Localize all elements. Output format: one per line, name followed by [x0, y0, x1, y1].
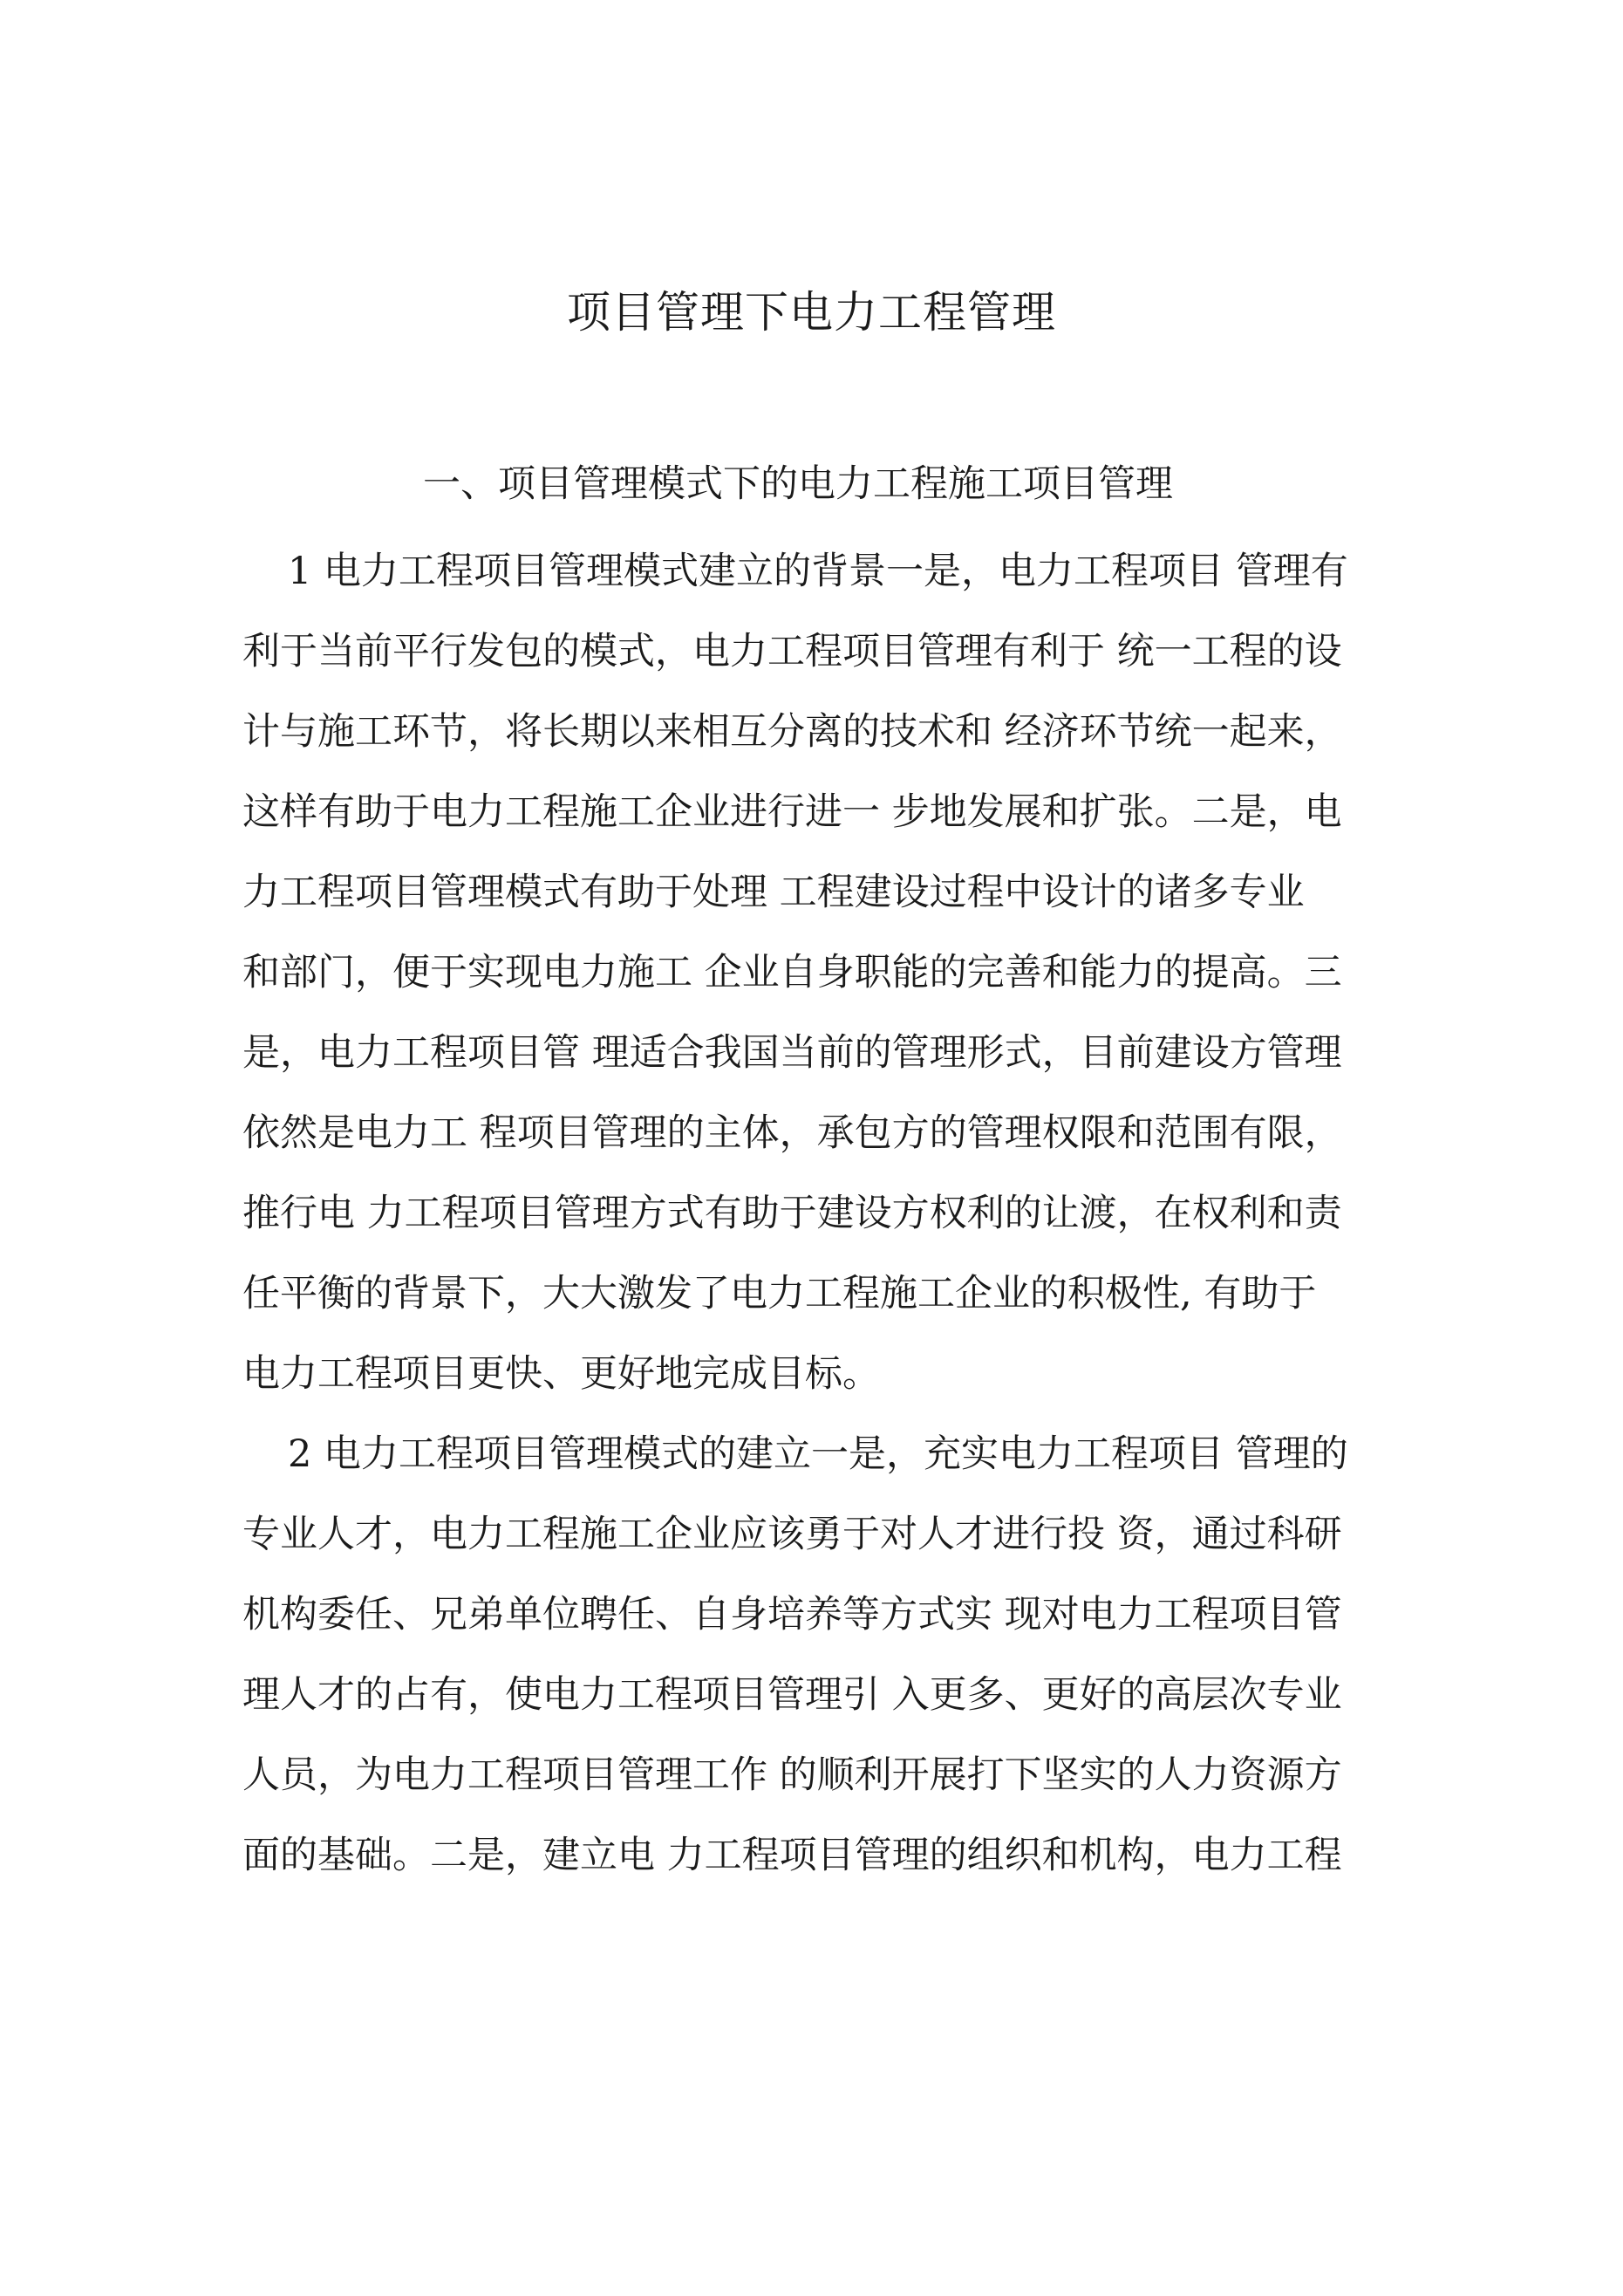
- paragraph-line: 计与施工环节，将长期以来相互分离的技术和 经济环节统一起来，: [242, 710, 1342, 754]
- paragraph-line: 2 电力工程项目管理模式的建立一是，充实电力工程项目 管理的: [288, 1432, 1348, 1476]
- paragraph-line: 机构委任、兄弟单位聘任、自身培养等方式实 现对电力工程项目管: [242, 1593, 1342, 1637]
- paragraph-line: 推行电 力工程项目管理方式有助于建设方权利的让渡，在权利和责: [242, 1192, 1342, 1235]
- paragraph-line: 这样有助于电力工程施工企业进行进一 步地发展和扩张。二是，电: [242, 790, 1342, 834]
- paragraph-line: 1 电力工程项目管理模式建立的背景一是，电力工程项目 管理有: [288, 550, 1348, 593]
- paragraph-line: 是，电力工程项目管 理适合我国当前的管理形式，目前建设方管理: [242, 1031, 1342, 1075]
- paragraph-line: 任平衡的背景下，大大激发了电力工程施工企业的积极性, 有助于: [242, 1272, 1317, 1315]
- paragraph-1: [242, 531, 1394, 1414]
- paragraph-line: 面的基础。二是，建立电 力工程项目管理的组织和机构，电力工程: [242, 1834, 1342, 1877]
- paragraph-line: 理人才的占有，使电力工程项目管理引 入更多、更好的高层次专业: [242, 1673, 1342, 1717]
- paragraph-line: 和部门，便于实现电力施工 企业自身职能的完善和能力的提高。三: [242, 951, 1342, 994]
- paragraph-line: 力工程项目管理模式有助于处理 工程建设过程中设计的诸多专业: [242, 871, 1305, 914]
- document-title: 项目管理下电力工程管理: [567, 287, 1056, 338]
- paragraph-line: 依然是电力工 程项目管理的主体，承包方的管理权限和范围有限，: [242, 1111, 1342, 1155]
- section-heading: 一、项目管理模式下的电力工程施工项目管理: [423, 462, 1173, 506]
- paragraph-line: 人员，为电力工程项目管理工作 的顺利开展打下坚实的人力资源方: [242, 1753, 1342, 1797]
- paragraph-line: 电力工程项目更快、更好地完成目标。: [242, 1352, 880, 1396]
- paragraph-line: 专业人才，电力工程施工企业应该勇于对人才进行投 资，通过科研: [242, 1513, 1342, 1556]
- paragraph-line: 利于当前平行发包的模式，电力工程项目管理有利于 统一工程的设: [242, 630, 1342, 673]
- paragraph-2: [242, 1414, 1394, 1896]
